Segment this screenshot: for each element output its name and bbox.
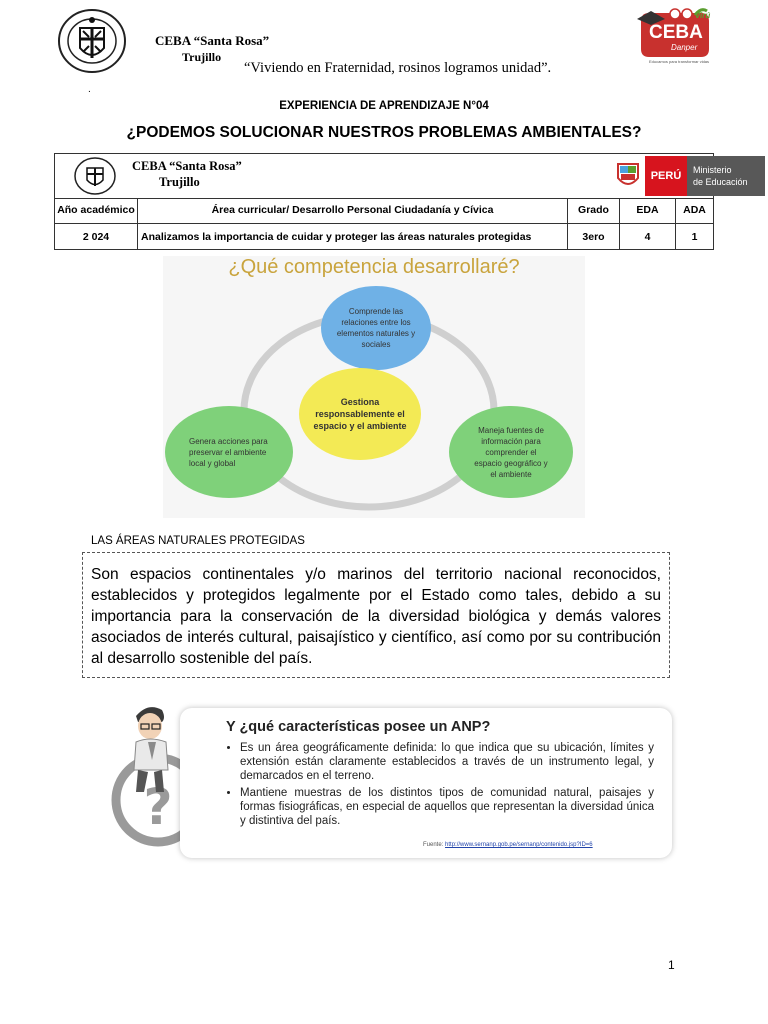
- school-motto: “Viviendo en Fraternidad, rosinos logramos unidad”.: [244, 60, 552, 76]
- minedu-line2: de Educación: [693, 177, 748, 187]
- anp-characteristics-panel: [180, 708, 672, 858]
- experience-title: EXPERIENCIA DE APRENDIZAJE N°04: [279, 100, 489, 112]
- col-header-year: Año académico: [55, 198, 138, 224]
- bubble-main-competence: [299, 368, 421, 460]
- cell-activity: Analizamos la importancia de cuidar y proteger las áreas naturales protegidas: [138, 224, 568, 250]
- school-crest-small-icon: [73, 157, 117, 195]
- logo-brand: CEBA: [649, 22, 703, 43]
- school-city: Trujillo: [182, 50, 222, 64]
- logo-tag: Danper: [671, 43, 698, 52]
- main-question: ¿PODEMOS SOLUCIONAR NUESTROS PROBLEMAS AMBIENTALES?: [126, 124, 642, 141]
- school-crest-icon: [56, 8, 128, 74]
- minedu-line1: Ministerio: [693, 165, 732, 175]
- col-header-ada: ADA: [676, 198, 713, 224]
- school-name: CEBA “Santa Rosa”: [155, 33, 270, 48]
- col-header-eda: EDA: [620, 198, 676, 224]
- areas-heading: LAS ÁREAS NATURALES PROTEGIDAS: [91, 535, 305, 547]
- anp-bullet: • Mantiene muestras de los distintos tipos de comunidad natural, paisajes y formas fisiográficas, en especial de aquellos que representan la diversidad única y distintiva del país.: [240, 786, 654, 828]
- bubble-relations: [321, 286, 431, 370]
- col-header-area: Área curricular/ Desarrollo Personal Ciudadanía y Cívica: [138, 198, 568, 224]
- page-number: 1: [668, 958, 675, 972]
- cell-ada: 1: [691, 230, 698, 243]
- ada-col-fix: [675, 197, 676, 249]
- peru-shield-icon: [615, 160, 641, 192]
- bubble-actions-text: Genera acciones para preservar el ambiente local y global: [189, 436, 268, 468]
- minedu-label-box: [687, 156, 765, 196]
- table-school-name: CEBA “Santa Rosa”: [132, 159, 242, 173]
- cell-eda: 4: [620, 224, 676, 250]
- anp-bullet: • Es un área geográficamente definida: lo que indica que su ubicación, límites y extensión están claramente establecidos a través de un instrumento legal, y demarcados en el terreno.: [240, 741, 654, 783]
- logo-top-text: Virú: [695, 11, 711, 20]
- learning-info-table: [54, 153, 748, 250]
- competence-diagram: [163, 256, 585, 518]
- bubble-sources: [449, 406, 573, 498]
- minedu-country: PERÚ: [645, 156, 687, 196]
- stray-mark: .: [88, 84, 91, 95]
- areas-definition: Son espacios continentales y/o marinos del territorio nacional reconocidos, establecidos y protegidos legalmente por el Estado como tales, debido a su importancia para la conservación de la diversidad biológica y demás valores asociados de interés cultural, paisajístico y científico, así como por su contribución al desarrollo sostenible del país.: [82, 552, 670, 678]
- cell-year: 2 024: [55, 224, 138, 250]
- anp-title: Y ¿qué características posee un ANP?: [226, 719, 491, 735]
- ceba-danper-logo: [635, 5, 715, 67]
- table-school-city: Trujillo: [159, 175, 200, 189]
- bubble-main-competence-text: Gestiona responsablemente el espacio y el ambiente: [313, 397, 407, 431]
- table-header-band: [55, 154, 748, 199]
- anp-bullet-list: [226, 741, 654, 831]
- svg-text:?: ?: [143, 778, 173, 836]
- bubble-relations-text: Comprende las relaciones entre los elementos naturales y sociales: [336, 307, 416, 349]
- anp-source-label: Fuente:: [423, 842, 444, 848]
- bubble-sources-text: Maneja fuentes de información para comprender el espacio geográfico y el ambiente: [474, 425, 548, 479]
- bubble-actions: [165, 406, 293, 498]
- col-header-grade: Grado: [568, 198, 620, 224]
- anp-source-link[interactable]: http://www.sernanp.gob.pe/sernanp/contenido.jsp?ID=6: [445, 842, 593, 848]
- logo-subtitle: Educamos para transformar vidas: [649, 59, 710, 64]
- competence-title: ¿Qué competencia desarrollaré?: [228, 256, 520, 278]
- cell-grade: 3ero: [568, 224, 620, 250]
- minedu-logo: [615, 156, 765, 196]
- anp-source: [423, 842, 593, 848]
